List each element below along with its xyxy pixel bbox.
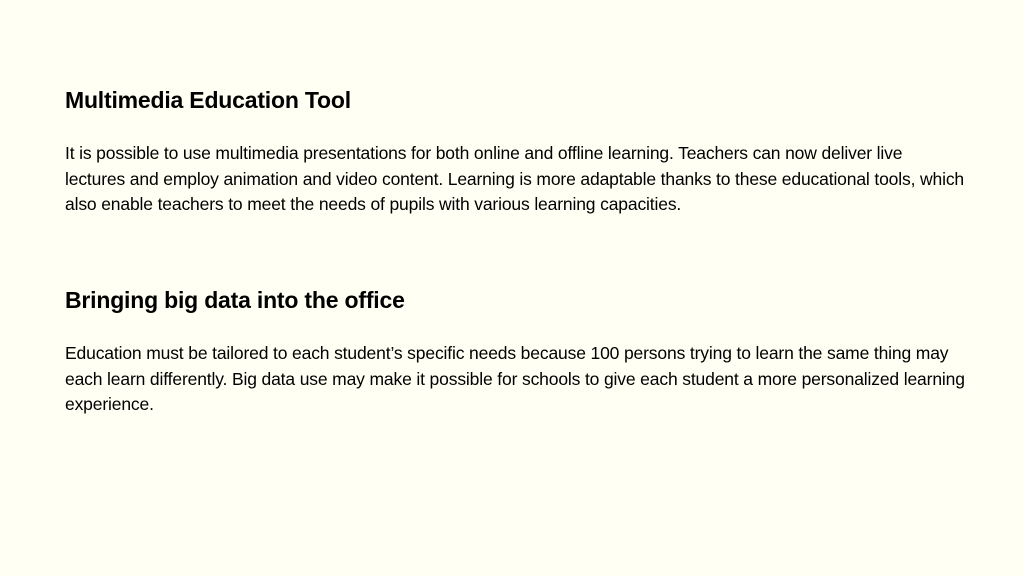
- section-body-text: Education must be tailored to each student’s specific needs because 100 persons trying to learn the same thing may each learn differently. Big data use may make it possible for schools to give each student a more personalized learning experience.: [65, 343, 965, 415]
- section-body-text: It is possible to use multimedia presentations for both online and offline learning. Teachers can now deliver live lectures and employ animation and video content. Learning is more adaptable thanks to these educational tools, which also enable teachers to meet the needs of pupils with various learning capacities.: [65, 143, 965, 215]
- section-heading: Multimedia Education Tool: [65, 87, 351, 113]
- section-multimedia-education-tool: [65, 86, 965, 218]
- section-big-data-office: [65, 286, 965, 418]
- section-heading: Bringing big data into the office: [65, 287, 405, 313]
